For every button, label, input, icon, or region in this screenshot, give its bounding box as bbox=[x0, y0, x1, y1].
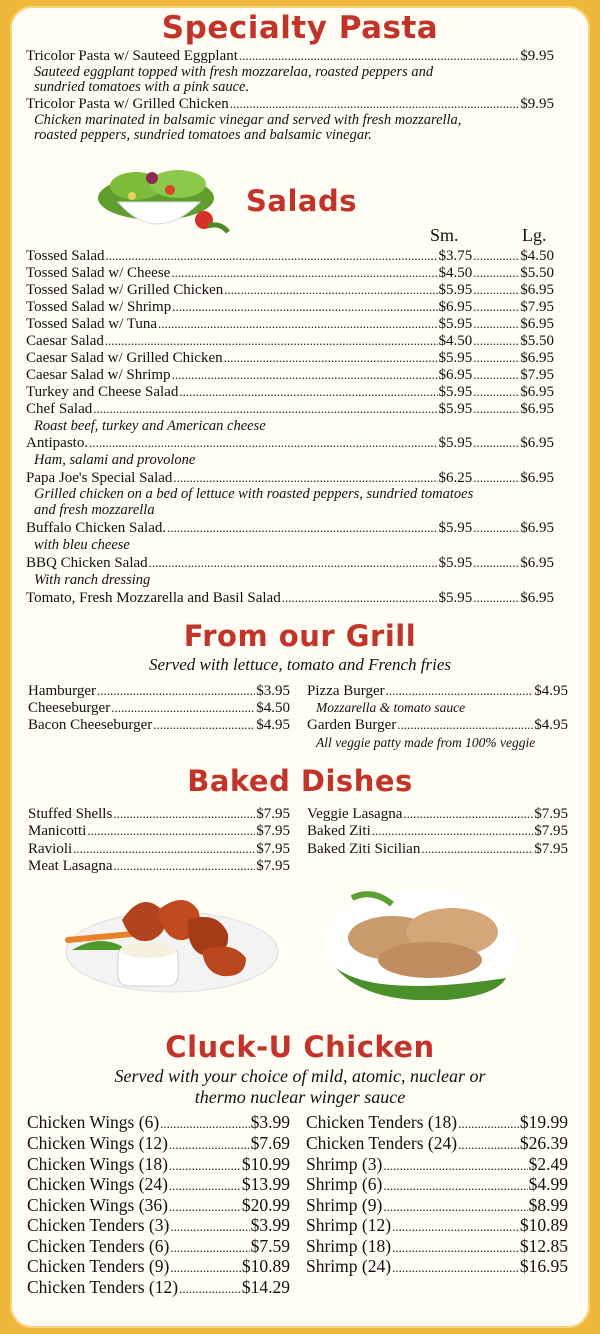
dot-leader bbox=[473, 247, 519, 265]
item-description: Roast beef, turkey and American cheese bbox=[34, 418, 266, 434]
garden-burger-note: All veggie patty made from 100% veggie bbox=[316, 735, 536, 750]
item-price: $4.95 bbox=[256, 717, 290, 733]
item-name: Chicken Wings (12) bbox=[27, 1133, 168, 1153]
chicken-subtitle-line-1: Served with your choice of mild, atomic, nuclear or bbox=[114, 1066, 486, 1086]
chicken-wings-image bbox=[62, 880, 282, 1000]
dot-leader bbox=[473, 589, 519, 607]
menu-item bbox=[27, 1133, 290, 1155]
item-name: Tossed Salad w/ Grilled Chicken bbox=[26, 282, 224, 298]
item-price: $16.95 bbox=[519, 1256, 568, 1276]
dot-leader bbox=[473, 383, 519, 401]
item-name: Tossed Salad w/ Cheese bbox=[26, 265, 171, 281]
item-price: $10.89 bbox=[241, 1256, 290, 1276]
dot-leader bbox=[473, 332, 519, 350]
dot-leader bbox=[169, 1174, 241, 1196]
item-description: Chicken marinated in balsamic vinegar and served with fresh mozzarella, bbox=[34, 112, 462, 128]
menu-item bbox=[27, 1154, 290, 1176]
dot-leader bbox=[167, 519, 437, 537]
menu-item bbox=[28, 682, 290, 700]
price-large: $6.95 bbox=[520, 384, 554, 400]
dot-leader bbox=[473, 519, 519, 537]
dot-leader bbox=[473, 315, 519, 333]
dot-leader bbox=[473, 349, 519, 367]
menu-item bbox=[306, 1133, 568, 1155]
menu-item bbox=[27, 1112, 290, 1134]
dot-leader bbox=[386, 682, 534, 700]
item-price: $9.95 bbox=[520, 48, 554, 64]
dot-leader bbox=[169, 1154, 241, 1176]
salad-row bbox=[26, 589, 554, 607]
menu-item bbox=[27, 1256, 290, 1278]
price-large: $6.95 bbox=[520, 555, 554, 571]
dot-leader bbox=[93, 400, 437, 418]
item-name: Tossed Salad w/ Tuna bbox=[26, 316, 158, 332]
dot-leader bbox=[87, 822, 255, 840]
item-name: Caesar Salad w/ Shrimp bbox=[26, 367, 171, 383]
price-large: $6.95 bbox=[520, 435, 554, 451]
dot-leader bbox=[282, 589, 438, 607]
item-price: $7.95 bbox=[256, 823, 290, 839]
item-name: Chicken Tenders (3) bbox=[27, 1215, 170, 1235]
dot-leader bbox=[89, 434, 437, 452]
dot-leader bbox=[111, 699, 255, 717]
salad-row bbox=[26, 332, 554, 350]
item-name: Ravioli bbox=[28, 841, 73, 857]
dot-leader bbox=[73, 840, 255, 858]
item-price: $4.95 bbox=[534, 717, 568, 733]
price-small: $4.50 bbox=[438, 265, 473, 281]
menu-item bbox=[306, 1195, 568, 1217]
dot-leader bbox=[172, 298, 437, 316]
menu-item bbox=[28, 805, 290, 823]
menu-item bbox=[26, 95, 554, 113]
item-price: $4.95 bbox=[534, 683, 568, 699]
dot-leader bbox=[114, 857, 256, 875]
item-price: $3.99 bbox=[250, 1215, 290, 1235]
item-name: Hamburger bbox=[28, 683, 97, 699]
menu-item bbox=[27, 1277, 290, 1299]
item-name: Baked Ziti Sicilian bbox=[307, 841, 421, 857]
item-price: $7.95 bbox=[256, 806, 290, 822]
item-name: Tricolor Pasta w/ Grilled Chicken bbox=[26, 96, 229, 112]
pizza-burger-note: Mozzarella & tomato sauce bbox=[316, 700, 466, 715]
dot-leader bbox=[224, 281, 437, 299]
salad-row bbox=[26, 349, 554, 367]
dot-leader bbox=[170, 1215, 249, 1237]
item-name: Chicken Tenders (6) bbox=[27, 1236, 170, 1256]
chicken-subtitle-line-2: thermo nuclear winger sauce bbox=[194, 1087, 406, 1107]
item-price: $7.69 bbox=[250, 1133, 290, 1153]
dot-leader bbox=[392, 1215, 519, 1237]
menu-item bbox=[28, 699, 290, 717]
dot-leader bbox=[172, 366, 438, 384]
item-name: Shrimp (18) bbox=[306, 1236, 392, 1256]
price-large: $6.95 bbox=[520, 350, 554, 366]
salad-bowl-image bbox=[96, 150, 246, 246]
price-large: $6.95 bbox=[520, 282, 554, 298]
menu-item bbox=[307, 805, 568, 823]
item-price: $7.95 bbox=[534, 806, 568, 822]
salad-row bbox=[26, 383, 554, 401]
item-name: Papa Joe's Special Salad bbox=[26, 470, 173, 486]
item-price: $20.99 bbox=[241, 1195, 290, 1215]
item-name: Tossed Salad bbox=[26, 248, 105, 264]
item-price: $14.29 bbox=[241, 1277, 290, 1297]
menu-item bbox=[307, 682, 568, 700]
dot-leader bbox=[383, 1174, 527, 1196]
price-large: $6.95 bbox=[520, 401, 554, 417]
price-small: $5.95 bbox=[438, 401, 473, 417]
dot-leader bbox=[105, 332, 438, 350]
dot-leader bbox=[179, 383, 437, 401]
dot-leader bbox=[392, 1236, 519, 1258]
dot-leader bbox=[458, 1133, 519, 1155]
price-small: $5.95 bbox=[438, 520, 473, 536]
dot-leader bbox=[473, 400, 519, 418]
item-price: $10.89 bbox=[519, 1215, 568, 1235]
dot-leader bbox=[473, 554, 519, 572]
item-price: $13.99 bbox=[241, 1174, 290, 1194]
menu-item bbox=[306, 1256, 568, 1278]
item-price: $7.95 bbox=[256, 858, 290, 874]
menu-item bbox=[27, 1236, 290, 1258]
item-name: Chef Salad bbox=[26, 401, 93, 417]
item-name: Bacon Cheeseburger bbox=[28, 717, 153, 733]
dot-leader bbox=[473, 281, 519, 299]
item-name: Garden Burger bbox=[307, 717, 397, 733]
dot-leader bbox=[421, 840, 533, 858]
salad-row bbox=[26, 469, 554, 487]
dot-leader bbox=[170, 1256, 241, 1278]
dot-leader bbox=[397, 716, 533, 734]
price-small: $5.95 bbox=[438, 384, 473, 400]
item-name: Caesar Salad bbox=[26, 333, 104, 349]
menu-item bbox=[306, 1174, 568, 1196]
item-description: roasted peppers, sundried tomatoes and balsamic vinegar. bbox=[34, 127, 372, 143]
item-description: With ranch dressing bbox=[34, 572, 151, 588]
menu-item bbox=[306, 1215, 568, 1237]
item-name: Tomato, Fresh Mozzarella and Basil Salad bbox=[26, 590, 281, 606]
price-small: $5.95 bbox=[438, 555, 473, 571]
price-large: $6.95 bbox=[520, 470, 554, 486]
item-price: $9.95 bbox=[520, 96, 554, 112]
dot-leader bbox=[179, 1277, 241, 1299]
price-small: $4.50 bbox=[438, 333, 473, 349]
item-name: Baked Ziti bbox=[307, 823, 371, 839]
dot-leader bbox=[149, 554, 438, 572]
item-price: $3.99 bbox=[250, 1112, 290, 1132]
item-name: Chicken Tenders (24) bbox=[306, 1133, 458, 1153]
item-name: Chicken Tenders (9) bbox=[27, 1256, 170, 1276]
item-price: $4.50 bbox=[256, 700, 290, 716]
salads-heading: Salads bbox=[246, 184, 357, 218]
item-name: Shrimp (24) bbox=[306, 1256, 392, 1276]
item-description: and fresh mozzarella bbox=[34, 502, 155, 518]
item-name: Chicken Wings (6) bbox=[27, 1112, 160, 1132]
grill-heading: From our Grill bbox=[183, 619, 417, 653]
price-small: $5.95 bbox=[438, 435, 473, 451]
item-name: Chicken Wings (18) bbox=[27, 1154, 168, 1174]
item-name: Shrimp (9) bbox=[306, 1195, 383, 1215]
dot-leader bbox=[169, 1195, 241, 1217]
item-price: $26.39 bbox=[519, 1133, 568, 1153]
item-name: Meat Lasagna bbox=[28, 858, 113, 874]
item-name: Stuffed Shells bbox=[28, 806, 113, 822]
item-price: $8.99 bbox=[528, 1195, 568, 1215]
dot-leader bbox=[458, 1112, 519, 1134]
dot-leader bbox=[106, 247, 438, 265]
item-name: Chicken Tenders (12) bbox=[27, 1277, 179, 1297]
item-price: $19.99 bbox=[519, 1112, 568, 1132]
grill-subtitle: Served with lettuce, tomato and French fries bbox=[149, 655, 451, 674]
price-large: $6.95 bbox=[520, 316, 554, 332]
item-name: Antipasto. bbox=[26, 435, 89, 451]
dot-leader bbox=[473, 469, 519, 487]
dot-leader bbox=[473, 434, 519, 452]
dot-leader bbox=[392, 1256, 519, 1278]
price-small: $5.95 bbox=[438, 282, 473, 298]
salad-row bbox=[26, 298, 554, 316]
menu-item bbox=[307, 822, 568, 840]
menu-item bbox=[306, 1154, 568, 1176]
menu-item bbox=[28, 716, 290, 734]
price-small: $5.95 bbox=[438, 590, 473, 606]
price-large: $5.50 bbox=[520, 333, 554, 349]
dot-leader bbox=[372, 822, 534, 840]
item-name: Buffalo Chicken Salad. bbox=[26, 520, 167, 536]
price-large: $7.95 bbox=[520, 299, 554, 315]
dot-leader bbox=[169, 1133, 250, 1155]
price-small: $6.95 bbox=[438, 299, 473, 315]
price-small: $5.95 bbox=[438, 350, 473, 366]
price-small: $6.95 bbox=[438, 367, 473, 383]
menu-item bbox=[307, 840, 568, 858]
menu-item bbox=[27, 1215, 290, 1237]
item-name: Manicotti bbox=[28, 823, 87, 839]
item-name: Caesar Salad w/ Grilled Chicken bbox=[26, 350, 223, 366]
salad-row bbox=[26, 400, 554, 418]
item-price: $10.99 bbox=[241, 1154, 290, 1174]
item-name: Shrimp (12) bbox=[306, 1215, 392, 1235]
menu-item bbox=[307, 716, 568, 734]
item-name: Veggie Lasagna bbox=[307, 806, 403, 822]
item-name: Tricolor Pasta w/ Sauteed Eggplant bbox=[26, 48, 238, 64]
price-large: $7.95 bbox=[520, 367, 554, 383]
price-large: $6.95 bbox=[520, 520, 554, 536]
menu-item bbox=[306, 1112, 568, 1134]
dot-leader bbox=[158, 315, 437, 333]
item-description: Sauteed eggplant topped with fresh mozzarelaa, roasted peppers and bbox=[34, 64, 434, 80]
item-name: Cheeseburger bbox=[28, 700, 111, 716]
menu-item bbox=[28, 822, 290, 840]
item-name: Chicken Tenders (18) bbox=[306, 1112, 458, 1132]
baked-heading: Baked Dishes bbox=[187, 764, 413, 798]
column-small-label: Sm. bbox=[430, 225, 459, 245]
dot-leader bbox=[160, 1112, 249, 1134]
item-price: $2.49 bbox=[528, 1154, 568, 1174]
item-price: $7.95 bbox=[534, 823, 568, 839]
price-small: $6.25 bbox=[438, 470, 473, 486]
price-small: $3.75 bbox=[438, 248, 473, 264]
dot-leader bbox=[383, 1154, 527, 1176]
column-large-label: Lg. bbox=[522, 225, 547, 245]
dot-leader bbox=[153, 716, 255, 734]
salad-row bbox=[26, 281, 554, 299]
salad-row bbox=[26, 315, 554, 333]
chicken-heading: Cluck-U Chicken bbox=[165, 1030, 435, 1064]
item-price: $3.95 bbox=[256, 683, 290, 699]
dot-leader bbox=[171, 264, 437, 282]
item-name: Pizza Burger bbox=[307, 683, 385, 699]
item-name: Turkey and Cheese Salad bbox=[26, 384, 179, 400]
chicken-tenders-image bbox=[322, 888, 518, 1000]
dot-leader bbox=[383, 1195, 527, 1217]
price-large: $5.50 bbox=[520, 265, 554, 281]
dot-leader bbox=[170, 1236, 249, 1258]
salad-row bbox=[26, 247, 554, 265]
dot-leader bbox=[173, 469, 437, 487]
dot-leader bbox=[473, 366, 519, 384]
dot-leader bbox=[473, 264, 519, 282]
item-description: sundried tomatoes with a pink sauce. bbox=[34, 79, 250, 95]
menu-item bbox=[306, 1236, 568, 1258]
menu-item bbox=[27, 1195, 290, 1217]
item-description: with bleu cheese bbox=[34, 537, 130, 553]
salad-row bbox=[26, 366, 554, 384]
dot-leader bbox=[224, 349, 438, 367]
dot-leader bbox=[113, 805, 255, 823]
price-small: $5.95 bbox=[438, 316, 473, 332]
salad-row bbox=[26, 554, 554, 572]
item-price: $7.95 bbox=[256, 841, 290, 857]
dot-leader bbox=[97, 682, 255, 700]
item-price: $7.59 bbox=[250, 1236, 290, 1256]
item-name: Chicken Wings (24) bbox=[27, 1174, 168, 1194]
price-large: $6.95 bbox=[520, 590, 554, 606]
item-price: $4.99 bbox=[528, 1174, 568, 1194]
menu-item bbox=[26, 47, 554, 65]
menu-item bbox=[28, 840, 290, 858]
item-name: BBQ Chicken Salad bbox=[26, 555, 148, 571]
item-description: Grilled chicken on a bed of lettuce with roasted peppers, sundried tomatoes bbox=[34, 486, 474, 502]
dot-leader bbox=[473, 298, 519, 316]
dot-leader bbox=[403, 805, 533, 823]
item-name: Shrimp (6) bbox=[306, 1174, 383, 1194]
item-price: $12.85 bbox=[519, 1236, 568, 1256]
menu-item bbox=[27, 1174, 290, 1196]
item-name: Shrimp (3) bbox=[306, 1154, 383, 1174]
specialty-pasta-heading: Specialty Pasta bbox=[161, 10, 439, 46]
salad-row bbox=[26, 434, 554, 452]
item-name: Chicken Wings (36) bbox=[27, 1195, 168, 1215]
item-name: Tossed Salad w/ Shrimp bbox=[26, 299, 172, 315]
price-large: $4.50 bbox=[520, 248, 554, 264]
item-price: $7.95 bbox=[534, 841, 568, 857]
salad-row bbox=[26, 264, 554, 282]
salad-row bbox=[26, 519, 554, 537]
item-description: Ham, salami and provolone bbox=[34, 452, 196, 468]
menu-item bbox=[28, 857, 290, 875]
